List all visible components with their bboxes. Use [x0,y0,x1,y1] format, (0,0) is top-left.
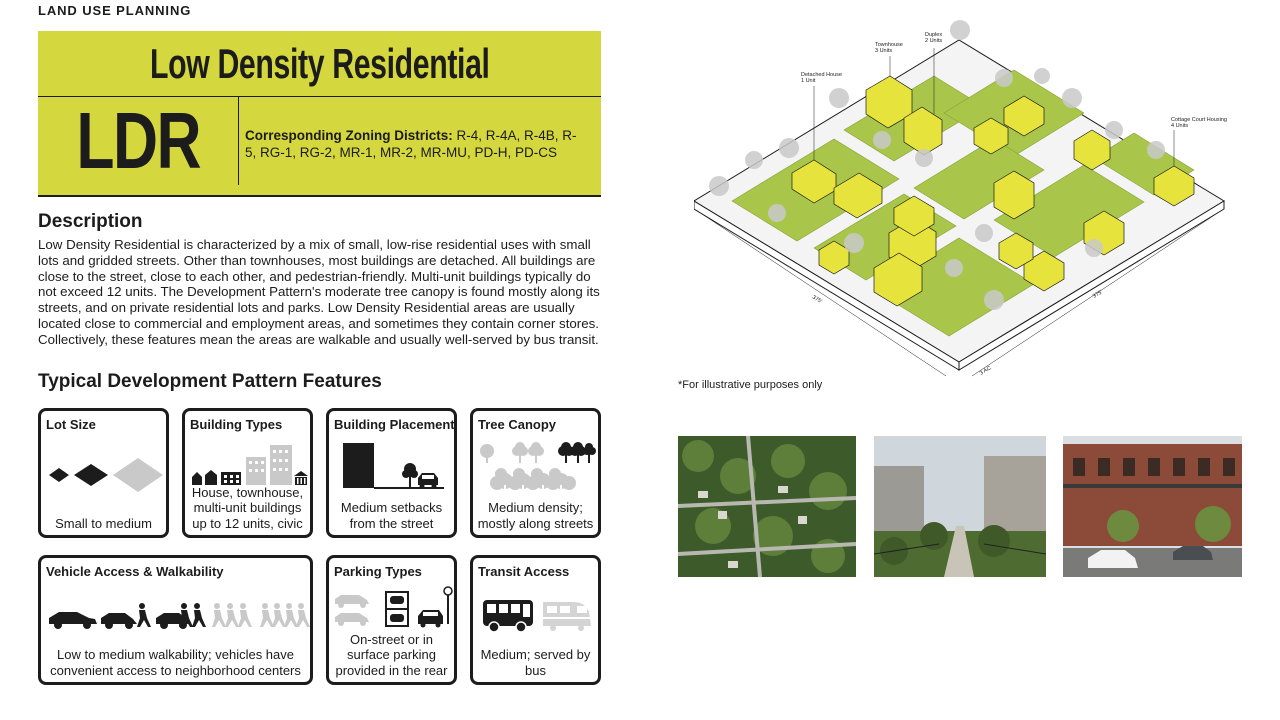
designation-code: LDR [76,96,200,185]
isometric-neighborhood-diagram [694,18,1254,380]
street-photo-image [874,436,1046,577]
tree-canopy-icon [473,441,598,497]
zoning-label: Corresponding Zoning Districts: [245,128,453,143]
label-acres: 3 AC [978,365,993,377]
label-dim-left: 375' [810,294,823,305]
label-duplex: Duplex [925,32,943,38]
page-title: Low Density Residential [149,39,490,87]
townhouse-photo [1063,436,1242,577]
card-title: Building Placement [334,417,455,432]
feature-card-parking-types [326,555,457,685]
aerial-photo-image [678,436,856,577]
building-placement-icon [329,441,454,491]
label-dim-right: 375' [1091,289,1104,300]
illustrative-note: *For illustrative purposes only [678,379,823,391]
card-title: Transit Access [478,564,570,579]
feature-card-lot-size [38,408,169,538]
label-detached: Detached House [801,72,842,78]
label-townhouse: Townhouse [875,42,903,48]
card-title: Vehicle Access & Walkability [46,564,224,579]
title-panel [38,31,601,197]
description-text: Low Density Residential is characterized by a mix of small, low-rise residential uses with small lots and gridded streets. Other than townhouses, most buildings are detached. All buildings are close to the street, close to each other, and pedestrian-friendly. Multi-unit buildings typically do not exceed 12 units. The Development Pattern's moderate tree canopy is found mostly along its streets, and on private residential lots and parks. Low Density Residential areas are usually located close to commercial and employment areas, and sometimes they contain corner stores. Collectively, these features mean the areas are walkable and usually well-served by bus transit. [38,237,600,347]
transit-icon [473,596,598,636]
townhouse-photo-image [1063,436,1242,577]
title-row [38,31,601,97]
feature-card-transit-access [470,555,601,685]
code-cell [38,97,239,185]
building-types-icon [185,443,310,487]
card-description: Medium density; mostly along streets [477,500,594,531]
street-photo [874,436,1046,577]
section-label: LAND USE PLANNING [38,3,192,18]
zoning-list: R-4, R-4A, R-4B, R-5, RG-1, RG-2, MR-1, MR-2, MR-MU, PD-H, PD-CS [245,128,577,160]
zoning-districts [245,127,585,161]
card-description: House, townhouse, multi-unit buildings up to 12 units, civic [191,484,304,531]
card-title: Building Types [190,417,283,432]
card-description: Medium setbacks from the street [340,500,443,531]
label-cottage-units: 4 Units [1171,123,1189,129]
card-title: Parking Types [334,564,422,579]
feature-card-tree-canopy [470,408,601,538]
features-heading: Typical Development Pattern Features [38,371,382,392]
feature-card-building-types [182,408,313,538]
feature-card-building-placement [326,408,457,538]
card-description: Low to medium walkability; vehicles have convenient access to neighborhood centers [50,647,301,678]
label-cottage: Cottage Court Housing [1171,117,1227,123]
label-duplex-units: 2 Units [925,38,943,44]
card-description: Medium; served by bus [480,647,591,678]
aerial-photo [678,436,856,577]
walkability-icon [41,600,310,630]
label-townhouse-units: 3 Units [875,48,893,54]
label-detached-units: 1 Unit [801,78,816,84]
feature-card-vehicle-access [38,555,313,685]
lot-size-icon [41,453,166,493]
card-title: Lot Size [46,417,96,432]
parking-types-icon [329,586,454,628]
card-description: Small to medium [55,515,152,531]
card-title: Tree Canopy [478,417,557,432]
description-heading: Description [38,211,143,232]
card-description: On-street or in surface parking provided in the rear [335,631,448,678]
